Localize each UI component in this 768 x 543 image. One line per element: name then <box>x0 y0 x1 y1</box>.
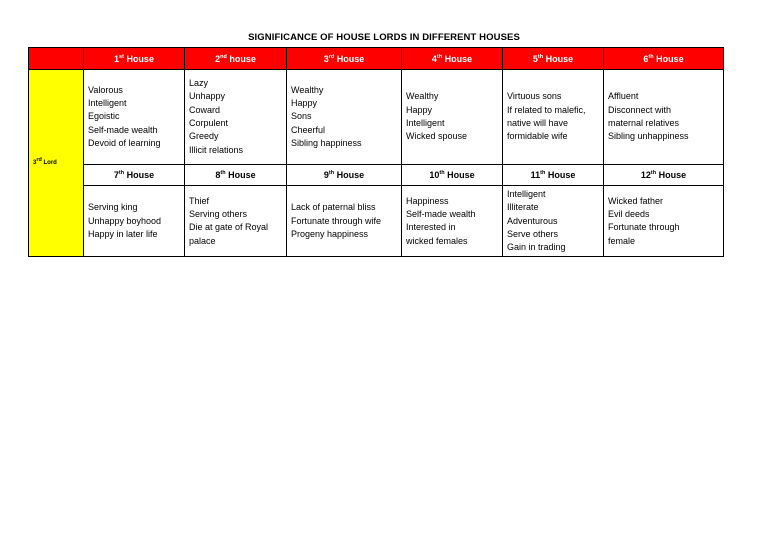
house-cell-7 <box>84 186 185 257</box>
significance-item: Lack of paternal bliss <box>291 202 376 213</box>
lord-label-cell <box>29 70 84 257</box>
house-header-11 <box>503 165 604 186</box>
significance-list <box>402 88 502 145</box>
significance-item: Die at gate of Royal <box>189 222 269 233</box>
significance-item: Serve others <box>507 228 559 239</box>
house-header-3 <box>287 48 402 70</box>
significance-list <box>604 88 723 145</box>
header-word: House <box>123 53 154 64</box>
header-row-bottom <box>29 165 724 186</box>
significance-item: Egoistic <box>88 111 120 122</box>
house-cell-12 <box>604 186 724 257</box>
house-header-6 <box>604 48 724 70</box>
house-lords-table <box>28 47 724 257</box>
header-suffix: th <box>537 53 544 60</box>
significance-list <box>503 186 603 256</box>
header-number: 9 <box>323 170 329 180</box>
header-suffix: th <box>118 170 125 176</box>
header-number: 10 <box>429 170 440 180</box>
header-number: 6 <box>643 53 649 64</box>
house-cell-11 <box>503 186 604 257</box>
significance-item: Wicked spouse <box>406 131 468 142</box>
significance-item: Virtuous sons <box>507 91 562 102</box>
house-cell-9 <box>287 186 402 257</box>
header-word: House <box>545 170 576 180</box>
header-suffix: th <box>436 53 443 60</box>
significance-item: Wealthy <box>291 84 324 95</box>
significance-item: palace <box>189 235 216 246</box>
header-suffix: nd <box>220 53 227 60</box>
house-header-8 <box>185 165 287 186</box>
significance-item: Valorous <box>88 84 123 95</box>
header-word: House <box>334 170 365 180</box>
house-header-1 <box>84 48 185 70</box>
lord-number: 3 <box>33 160 37 167</box>
significance-item: Wicked father <box>608 195 664 206</box>
significance-item: Intelligent <box>406 118 445 128</box>
significance-item: maternal relatives <box>608 118 680 128</box>
significance-list <box>402 193 502 250</box>
significance-item: Gain in trading <box>507 242 566 253</box>
header-suffix: th <box>650 170 657 176</box>
significance-item: Affluent <box>608 91 639 102</box>
header-suffix: th <box>439 170 445 176</box>
house-cell-8 <box>185 186 287 257</box>
content-row-top <box>29 70 724 165</box>
significance-item: Happy <box>291 98 318 109</box>
significance-item: Sons <box>291 111 312 122</box>
significance-item: Interested in <box>406 222 456 233</box>
header-suffix: th <box>648 53 654 60</box>
header-suffix: th <box>328 170 335 176</box>
house-header-9 <box>287 165 402 186</box>
house-header-12 <box>604 165 724 186</box>
header-number: 11 <box>530 170 541 180</box>
header-suffix: th <box>540 170 546 176</box>
header-suffix: st <box>119 53 124 60</box>
significance-list <box>84 82 184 152</box>
significance-item: female <box>608 235 636 246</box>
house-cell-1 <box>84 70 185 165</box>
house-header-5 <box>503 48 604 70</box>
significance-item: Illicit relations <box>189 144 244 155</box>
significance-item: Serving king <box>88 202 138 213</box>
significance-item: Cheerful <box>291 124 326 135</box>
significance-item: Unhappy boyhood <box>88 215 162 226</box>
content-row-bottom <box>29 186 724 257</box>
significance-item: Evil deeds <box>608 208 650 219</box>
page-title: SIGNIFICANCE OF HOUSE LORDS IN DIFFERENT HOUSES <box>248 32 520 43</box>
significance-item: Unhappy <box>189 91 226 102</box>
house-header-4 <box>402 48 503 70</box>
corner-cell <box>29 48 84 70</box>
significance-item: Corpulent <box>189 118 229 128</box>
significance-item: Happy in later life <box>88 228 158 239</box>
significance-list <box>287 199 401 243</box>
lord-word: Lord <box>41 160 57 167</box>
header-word: House <box>124 170 155 180</box>
significance-item: Fortunate through wife <box>291 215 382 226</box>
header-number: 5 <box>532 53 538 64</box>
header-number: 3 <box>323 53 329 64</box>
significance-item: Serving others <box>189 208 248 219</box>
significance-item: Intelligent <box>507 189 546 199</box>
header-number: 8 <box>215 170 221 180</box>
significance-item: Self-made wealth <box>88 124 158 135</box>
header-number: 7 <box>113 170 119 180</box>
header-word: House <box>656 170 687 180</box>
house-cell-3 <box>287 70 402 165</box>
header-number: 2 <box>215 53 221 64</box>
significance-item: Self-made wealth <box>406 208 476 219</box>
significance-item: Thief <box>189 195 210 206</box>
significance-item: Happy <box>406 104 433 115</box>
significance-list <box>84 199 184 243</box>
significance-list <box>287 82 401 152</box>
significance-list <box>503 88 603 145</box>
house-cell-4 <box>402 70 503 165</box>
significance-item: Sibling happiness <box>291 137 362 148</box>
header-number: 4 <box>431 53 437 64</box>
header-word: House <box>442 53 473 64</box>
house-header-10 <box>402 165 503 186</box>
significance-list <box>604 193 723 250</box>
header-word: house <box>226 53 256 64</box>
significance-item: Adventurous <box>507 215 558 226</box>
lord-suffix: rd <box>36 157 42 164</box>
house-cell-10 <box>402 186 503 257</box>
header-row-top <box>29 48 724 70</box>
header-number: 12 <box>640 170 651 180</box>
significance-item: native will have <box>507 118 569 128</box>
house-header-2 <box>185 48 287 70</box>
house-header-7 <box>84 165 185 186</box>
significance-item: formidable wife <box>507 131 568 142</box>
house-cell-2 <box>185 70 287 165</box>
significance-item: Devoid of learning <box>88 137 161 148</box>
significance-item: Fortunate through <box>608 222 680 233</box>
significance-item: Wealthy <box>406 91 439 102</box>
significance-item: wicked females <box>406 235 468 246</box>
significance-item: Lazy <box>189 78 209 89</box>
significance-item: Intelligent <box>88 98 127 109</box>
house-cell-5 <box>503 70 604 165</box>
significance-item: Happiness <box>406 195 449 206</box>
significance-item: If related to malefic, <box>507 104 586 115</box>
significance-item: Progeny happiness <box>291 228 369 239</box>
house-cell-6 <box>604 70 724 165</box>
header-suffix: th <box>220 170 226 176</box>
significance-item: Illiterate <box>507 202 539 213</box>
significance-item: Disconnect with <box>608 104 672 115</box>
header-word: House <box>225 170 256 180</box>
header-suffix: rd <box>328 53 335 60</box>
header-word: House <box>543 53 574 64</box>
header-word: House <box>334 53 365 64</box>
header-number: 1 <box>114 53 120 64</box>
significance-item: Sibling unhappiness <box>608 131 689 142</box>
header-word: House <box>653 53 684 64</box>
significance-list <box>185 193 286 250</box>
header-word: House <box>444 170 475 180</box>
significance-item: Coward <box>189 104 221 115</box>
significance-list <box>185 75 286 159</box>
significance-item: Greedy <box>189 131 219 142</box>
